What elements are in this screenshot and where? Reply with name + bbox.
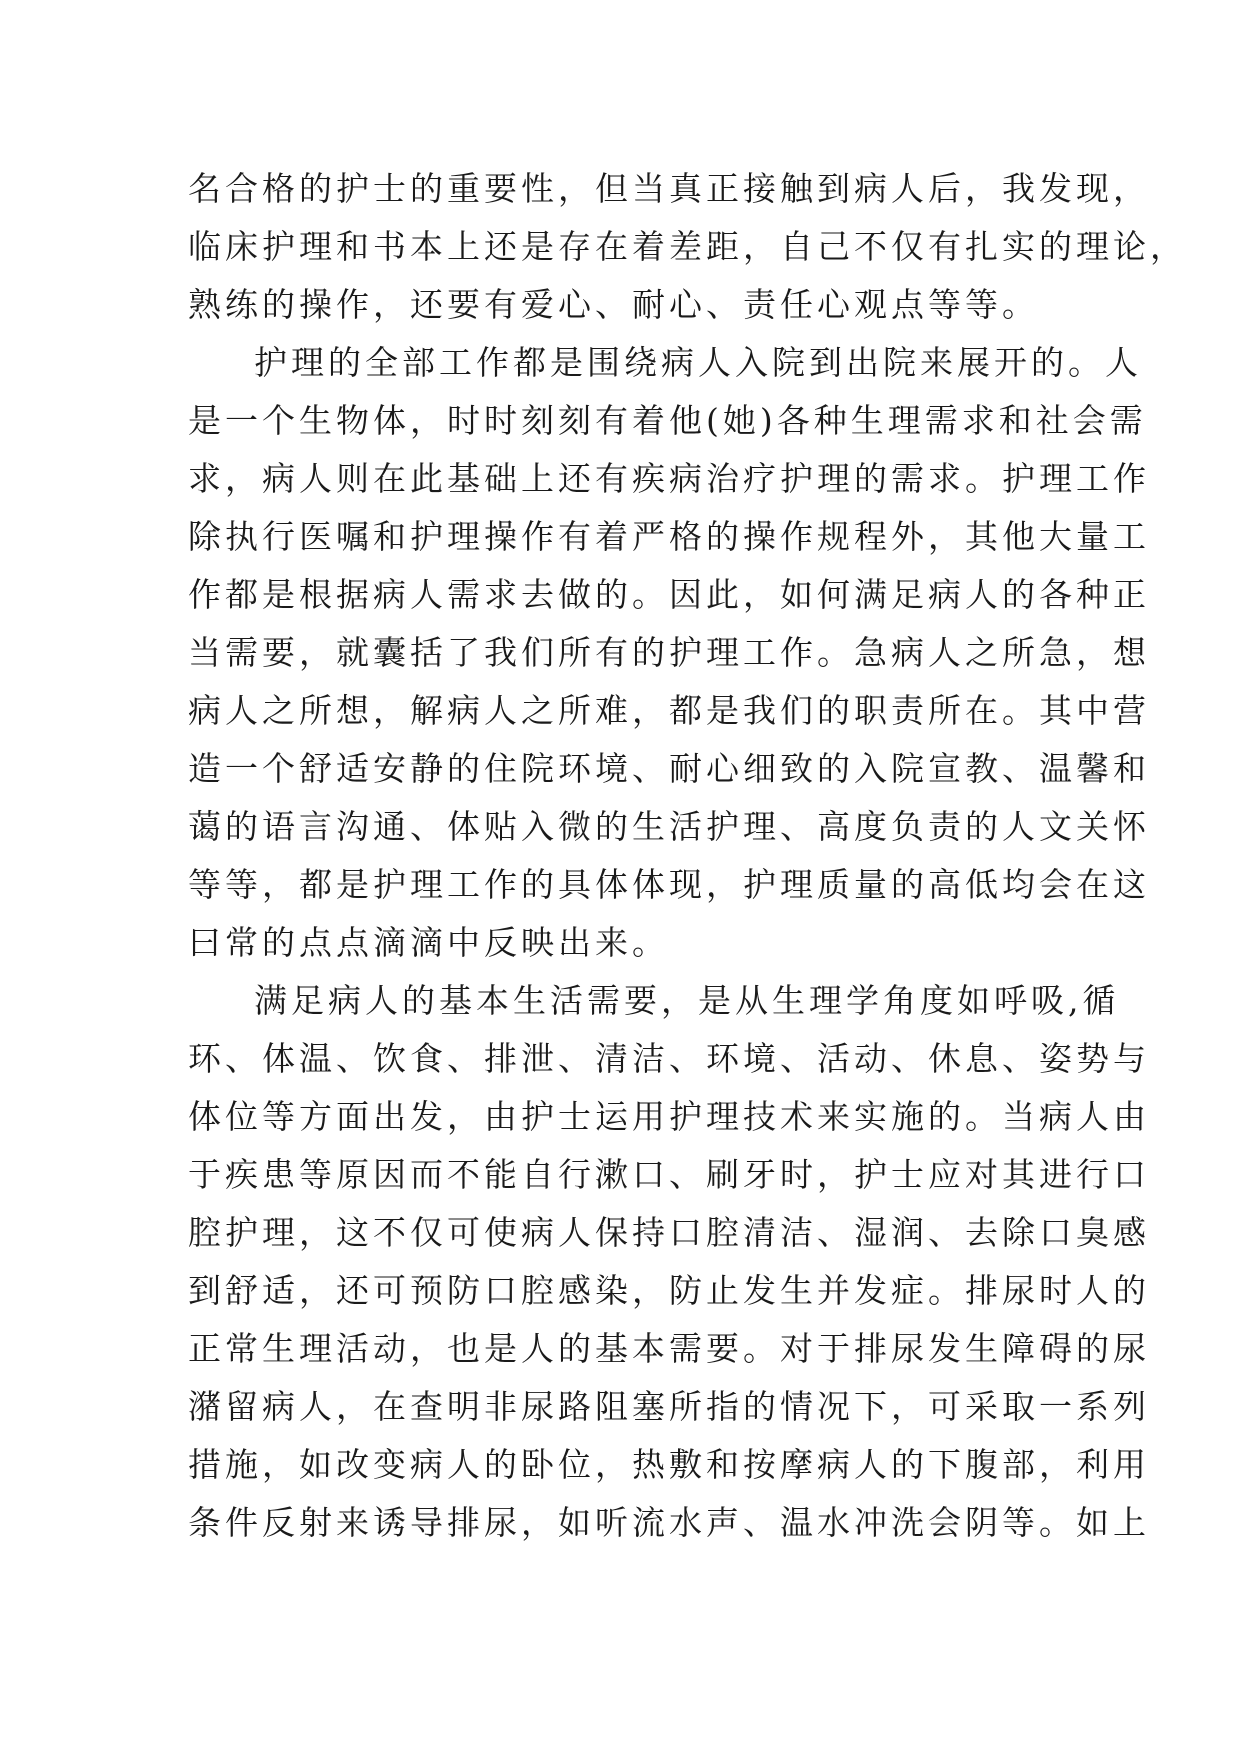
text-line: 潴留病人，在查明非尿路阻塞所指的情况下，可采取一系列 — [188, 1387, 1150, 1426]
text-line: 熟练的操作，还要有爱心、耐心、责任心观点等等。 — [188, 285, 1039, 324]
document-body — [188, 160, 1187, 1552]
text-line: 措施，如改变病人的卧位，热敷和按摩病人的下腹部，利用 — [188, 1445, 1150, 1484]
text-line: 求，病人则在此基础上还有疾病治疗护理的需求。护理工作 — [188, 459, 1150, 498]
text-line: 满足病人的基本生活需要，是从生理学角度如呼吸,循 — [254, 981, 1120, 1020]
text-line: 到舒适，还可预防口腔感染，防止发生并发症。排尿时人的 — [188, 1271, 1150, 1310]
text-line: 曰常的点点滴滴中反映出来。 — [188, 923, 669, 962]
text-line: 腔护理，这不仅可使病人保持口腔清洁、湿润、去除口臭感 — [188, 1213, 1150, 1252]
text-line: 蔼的语言沟通、体贴入微的生活护理、高度负责的人文关怀 — [188, 807, 1150, 846]
paragraph — [188, 972, 1150, 1552]
text-line: 病人之所想，解病人之所难，都是我们的职责所在。其中营 — [188, 691, 1150, 730]
text-line: 环、体温、饮食、排泄、清洁、环境、活动、休息、姿势与 — [188, 1039, 1150, 1078]
text-line: 正常生理活动，也是人的基本需要。对于排尿发生障碍的尿 — [188, 1329, 1150, 1368]
text-line: 条件反射来诱导排尿，如听流水声、温水冲洗会阴等。如上 — [188, 1503, 1150, 1542]
text-line: 名合格的护士的重要性，但当真正接触到病人后，我发现， — [188, 169, 1150, 208]
text-line: 于疾患等原因而不能自行漱口、刷牙时，护士应对其进行口 — [188, 1155, 1150, 1194]
text-line: 等等，都是护理工作的具体体现，护理质量的高低均会在这 — [188, 865, 1150, 904]
paragraph — [188, 334, 1150, 972]
text-line: 造一个舒适安静的住院环境、耐心细致的入院宣教、温馨和 — [188, 749, 1150, 788]
paragraph — [188, 160, 1187, 334]
text-line: 体位等方面出发，由护士运用护理技术来实施的。当病人由 — [188, 1097, 1150, 1136]
text-line: 护理的全部工作都是围绕病人入院到出院来展开的。人 — [254, 343, 1142, 382]
text-line: 是一个生物体，时时刻刻有着他(她)各种生理需求和社会需 — [188, 401, 1147, 440]
text-line: 当需要，就囊括了我们所有的护理工作。急病人之所急，想 — [188, 633, 1150, 672]
text-line: 作都是根据病人需求去做的。因此，如何满足病人的各种正 — [188, 575, 1150, 614]
text-line: 临床护理和书本上还是存在着差距，自己不仅有扎实的理论， — [188, 227, 1187, 266]
text-line: 除执行医嘱和护理操作有着严格的操作规程外，其他大量工 — [188, 517, 1150, 556]
